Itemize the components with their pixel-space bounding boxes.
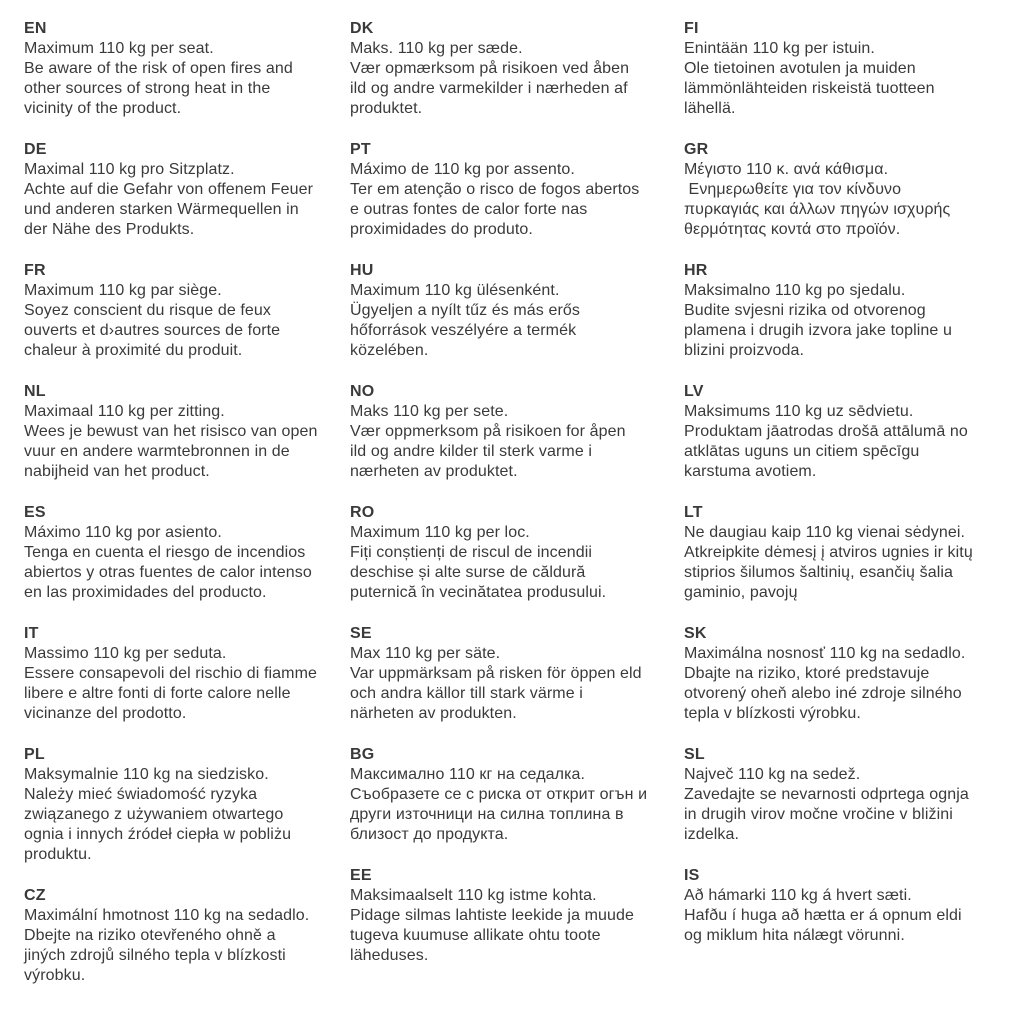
language-code: ES xyxy=(24,504,46,521)
language-code: HR xyxy=(684,262,708,279)
text-line: plamena i drugih izvora jake topline u xyxy=(684,322,952,339)
text-line: stiprios šilumos šaltinių, esančių šalia xyxy=(684,564,953,581)
lang-block-ee xyxy=(350,866,634,966)
text-line: Maksimaalselt 110 kg istme kohta. xyxy=(350,887,597,904)
text-line: deschise și alte surse de căldură xyxy=(350,564,586,581)
text-line: blizini proizvoda. xyxy=(684,342,805,359)
text-line: og miklum hita nálægt vörunni. xyxy=(684,927,905,944)
language-code: GR xyxy=(684,141,709,158)
text-line: други източници на силна топлина в xyxy=(350,806,624,823)
text-line: Ter em atenção o risco de fogos abertos xyxy=(350,181,640,198)
lang-block-hr xyxy=(684,261,952,361)
text-line: und anderen starken Wärmequellen in xyxy=(24,201,299,218)
lang-block-lt xyxy=(684,503,973,603)
lang-block-en xyxy=(24,19,293,119)
text-line: Dbejte na riziko otevřeného ohně a xyxy=(24,927,276,944)
text-line: karstuma avotiem. xyxy=(684,463,817,480)
text-line: Največ 110 kg na sedež. xyxy=(684,766,861,783)
text-line: Fiți conștienți de riscul de incendii xyxy=(350,544,593,561)
text-line: πυρκαγιάς και άλλων πηγών ισχυρής xyxy=(684,201,951,218)
lang-block-sk xyxy=(684,624,965,724)
text-line: lämmönlähteiden riskeistä tuotteen xyxy=(684,80,935,97)
text-line: libere e altre fonti di forte calore nelle xyxy=(24,685,291,702)
text-line: Vær oppmerksom på risikoen for åpen xyxy=(350,423,626,440)
text-line: puternică în vecinătatea produsului. xyxy=(350,584,607,601)
text-line: nærheten av produktet. xyxy=(350,463,518,480)
lang-block-ro xyxy=(350,503,606,603)
text-line: produktu. xyxy=(24,846,92,863)
text-line: Maximální hmotnost 110 kg na sedadlo. xyxy=(24,907,310,924)
text-line: Soyez conscient du risque de feux xyxy=(24,302,272,319)
text-line: Essere consapevoli del rischio di fiamme xyxy=(24,665,318,682)
language-code: LV xyxy=(684,383,704,400)
column-middle xyxy=(350,19,684,1007)
text-line: Ole tietoinen avotulen ja muiden xyxy=(684,60,916,77)
text-line: Ne daugiau kaip 110 kg vienai sėdynei. xyxy=(684,524,966,541)
text-line: Dbajte na riziko, ktoré predstavuje xyxy=(684,665,930,682)
text-line: Maksimums 110 kg uz sēdvietu. xyxy=(684,403,914,420)
language-code: CZ xyxy=(24,887,46,904)
text-line: och andra källor till stark värme i xyxy=(350,685,583,702)
lang-block-se xyxy=(350,624,642,724)
text-line: abiertos y otras fuentes de calor intenso xyxy=(24,564,312,581)
text-line: Maximum 110 kg per loc. xyxy=(350,524,530,541)
language-code: BG xyxy=(350,746,375,763)
language-code: EE xyxy=(350,867,372,884)
text-line: otvorený oheň alebo iné zdroje silného xyxy=(684,685,962,702)
text-line: Budite svjesni rizika od otvorenog xyxy=(684,302,926,319)
lang-block-gr xyxy=(684,140,950,240)
text-line: θερμότητας κοντά στο προϊόν. xyxy=(684,221,901,238)
text-line: Maks. 110 kg per sæde. xyxy=(350,40,523,57)
text-line: близост до продукта. xyxy=(350,826,509,843)
text-line: other sources of strong heat in the xyxy=(24,80,271,97)
text-line: Wees je bewust van het risisco van open xyxy=(24,423,318,440)
lang-block-nl xyxy=(24,382,318,482)
text-line: Að hámarki 110 kg á hvert sæti. xyxy=(684,887,912,904)
text-line: vuur en andere warmtebronnen in de xyxy=(24,443,290,460)
text-line: Máximo 110 kg por asiento. xyxy=(24,524,222,541)
lang-block-it xyxy=(24,624,317,724)
language-code: DK xyxy=(350,20,374,37)
text-line: Ügyeljen a nyílt tűz és más erős xyxy=(350,302,580,319)
lang-block-fi xyxy=(684,19,935,119)
text-line: Należy mieć świadomość ryzyka xyxy=(24,786,258,803)
text-line: Max 110 kg per säte. xyxy=(350,645,501,662)
language-code: SL xyxy=(684,746,705,763)
language-code: NL xyxy=(24,383,46,400)
text-line: Produktam jāatrodas drošā attālumā no xyxy=(684,423,968,440)
text-line: läheduses. xyxy=(350,947,429,964)
lang-block-lv xyxy=(684,382,968,482)
language-code: SK xyxy=(684,625,707,642)
text-line: ognia i innych źródeł ciepła w pobliżu xyxy=(24,826,292,843)
text-line: in drugih virov močne vročine v bližini xyxy=(684,806,953,823)
text-line: atklātas uguns un citiem spēcīgu xyxy=(684,443,920,460)
lang-block-hu xyxy=(350,261,580,361)
text-line: Maximálna nosnosť 110 kg na sedadlo. xyxy=(684,645,966,662)
language-code: IS xyxy=(684,867,700,884)
lang-block-es xyxy=(24,503,312,603)
text-line: ild og andre varmekilder i nærheden af xyxy=(350,80,628,97)
text-line: Pidage silmas lahtiste leekide ja muude xyxy=(350,907,635,924)
language-code: FR xyxy=(24,262,46,279)
lang-block-bg xyxy=(350,745,647,845)
language-code: SE xyxy=(350,625,372,642)
text-line: vicinity of the product. xyxy=(24,100,182,117)
lang-block-dk xyxy=(350,19,629,119)
text-line: Var uppmärksam på risken för öppen eld xyxy=(350,665,642,682)
text-line: izdelka. xyxy=(684,826,740,843)
text-line: Hafðu í huga að hætta er á opnum eldi xyxy=(684,907,962,924)
text-line: der Nähe des Produkts. xyxy=(24,221,195,238)
text-line: lähellä. xyxy=(684,100,736,117)
text-line: Maks 110 kg per sete. xyxy=(350,403,509,420)
text-line: Tenga en cuenta el riesgo de incendios xyxy=(24,544,306,561)
text-line: výrobku. xyxy=(24,967,86,984)
lang-block-is xyxy=(684,866,962,946)
language-code: EN xyxy=(24,20,47,37)
text-line: Maximal 110 kg pro Sitzplatz. xyxy=(24,161,235,178)
language-code: PT xyxy=(350,141,371,158)
text-line: chaleur à proximité du produit. xyxy=(24,342,243,359)
text-line: Съобразете се с риска от открит огън и xyxy=(350,786,648,803)
lang-block-no xyxy=(350,382,626,482)
lang-block-de xyxy=(24,140,313,240)
language-code: DE xyxy=(24,141,47,158)
text-line: e outras fontes de calor forte nas xyxy=(350,201,588,218)
text-line: Achte auf die Gefahr von offenem Feuer xyxy=(24,181,314,198)
text-line: jiných zdrojů silného tepla v blízkosti xyxy=(24,947,286,964)
text-line: ild og andre kilder til sterk varme i xyxy=(350,443,593,460)
text-line: Vær opmærksom på risikoen ved åben xyxy=(350,60,630,77)
text-line: ouverts et d›autres sources de forte xyxy=(24,322,281,339)
text-line: proximidades do produto. xyxy=(350,221,533,238)
text-line: Be aware of the risk of open fires and xyxy=(24,60,293,77)
text-line: Máximo de 110 kg por assento. xyxy=(350,161,575,178)
text-line: en las proximidades del producto. xyxy=(24,584,267,601)
lang-block-pt xyxy=(350,140,639,240)
lang-block-fr xyxy=(24,261,280,361)
text-line: Maximum 110 kg per seat. xyxy=(24,40,214,57)
language-code: IT xyxy=(24,625,39,642)
text-line: Μέγιστο 110 κ. ανά κάθισμα. xyxy=(684,161,889,178)
text-line: tepla v blízkosti výrobku. xyxy=(684,705,861,722)
column-left xyxy=(24,19,350,1007)
column-right xyxy=(684,19,1024,1007)
text-line: tugeva kuumuse allikate ohtu toote xyxy=(350,927,601,944)
text-line: Massimo 110 kg per seduta. xyxy=(24,645,227,662)
language-code: LT xyxy=(684,504,703,521)
text-line: Zavedajte se nevarnosti odprtega ognja xyxy=(684,786,969,803)
text-line: Maximum 110 kg par siège. xyxy=(24,282,222,299)
text-line: närheten av produkten. xyxy=(350,705,517,722)
text-line: vicinanze del prodotto. xyxy=(24,705,187,722)
text-line: Atkreipkite dėmesį į atviros ugnies ir kitų xyxy=(684,544,973,561)
lang-block-cz xyxy=(24,886,309,986)
language-code: FI xyxy=(684,20,699,37)
lang-block-sl xyxy=(684,745,969,845)
text-line: Maksimalno 110 kg po sjedalu. xyxy=(684,282,906,299)
text-line: gaminio, pavojų xyxy=(684,584,798,601)
text-line: produktet. xyxy=(350,100,423,117)
text-line: nabijheid van het product. xyxy=(24,463,210,480)
text-line: közelében. xyxy=(350,342,429,359)
language-code: PL xyxy=(24,746,45,763)
text-line: Максимално 110 кг на седалка. xyxy=(350,766,586,783)
text-line: hőforrások veszélyére a termék xyxy=(350,322,577,339)
language-code: RO xyxy=(350,504,375,521)
lang-block-pl xyxy=(24,745,291,865)
text-line: Maximaal 110 kg per zitting. xyxy=(24,403,225,420)
language-code: HU xyxy=(350,262,374,279)
text-line: Maksymalnie 110 kg na siedzisko. xyxy=(24,766,269,783)
language-code: NO xyxy=(350,383,375,400)
text-line: Enintään 110 kg per istuin. xyxy=(684,40,875,57)
text-line: Maximum 110 kg ülésenként. xyxy=(350,282,560,299)
text-line: związanego z używaniem otwartego xyxy=(24,806,284,823)
text-line: Ενημερωθείτε για τον κίνδυνο xyxy=(684,181,902,198)
